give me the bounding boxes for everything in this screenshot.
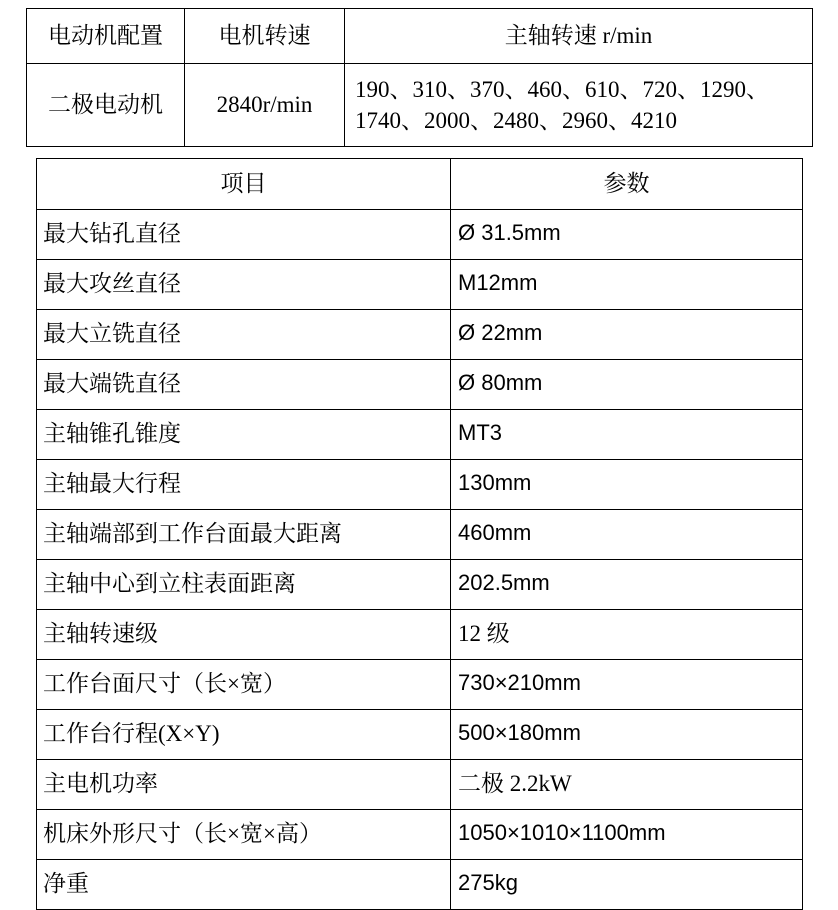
spec-item: 主轴最大行程 — [37, 460, 451, 510]
spec-value: M12mm — [451, 260, 803, 310]
table-row — [37, 610, 803, 660]
spec-item: 净重 — [37, 860, 451, 910]
spec-item: 工作台行程(X×Y) — [37, 710, 451, 760]
spec-value: Ø 31.5mm — [451, 210, 803, 260]
spec-value: 500×180mm — [451, 710, 803, 760]
spec-value: 12 级 — [451, 610, 803, 660]
spec-item: 最大立铣直径 — [37, 310, 451, 360]
spec-item: 最大钻孔直径 — [37, 210, 451, 260]
spec-item: 主轴中心到立柱表面距离 — [37, 560, 451, 610]
table-row — [37, 710, 803, 760]
table-row — [37, 460, 803, 510]
spec-value: Ø 80mm — [451, 360, 803, 410]
spec-value: 1050×1010×1100mm — [451, 810, 803, 860]
spec-item: 主轴端部到工作台面最大距离 — [37, 510, 451, 560]
table-row — [37, 810, 803, 860]
motor-speed-header: 电机转速 — [185, 9, 345, 64]
spindle-speed-line-1: 190、310、370、460、610、720、1290、 — [355, 76, 769, 102]
spec-item-header: 项目 — [37, 159, 451, 210]
table-row — [37, 860, 803, 910]
spindle-speed-values — [345, 64, 813, 147]
spec-value: 730×210mm — [451, 660, 803, 710]
spec-value: 275kg — [451, 860, 803, 910]
motor-speed-value: 2840r/min — [185, 64, 345, 147]
table-row — [37, 310, 803, 360]
motor-configuration-table — [26, 8, 813, 147]
spindle-speed-header: 主轴转速 r/min — [345, 9, 813, 64]
table-row — [37, 210, 803, 260]
table-row — [37, 660, 803, 710]
specification-table-body — [37, 210, 803, 910]
spec-item: 主轴转速级 — [37, 610, 451, 660]
table-row — [37, 360, 803, 410]
spec-item: 最大端铣直径 — [37, 360, 451, 410]
table-row — [37, 410, 803, 460]
spec-value-header: 参数 — [451, 159, 803, 210]
spec-item: 主轴锥孔锥度 — [37, 410, 451, 460]
spec-value: MT3 — [451, 410, 803, 460]
spec-value: Ø 22mm — [451, 310, 803, 360]
spec-item: 机床外形尺寸（长×宽×高） — [37, 810, 451, 860]
spec-value: 二极 2.2kW — [451, 760, 803, 810]
table-row — [37, 260, 803, 310]
table-header-row — [37, 159, 803, 210]
spec-item: 主电机功率 — [37, 760, 451, 810]
spec-item: 工作台面尺寸（长×宽） — [37, 660, 451, 710]
table-row — [27, 64, 813, 147]
spindle-speed-line-2: 1740、2000、2480、2960、4210 — [355, 108, 677, 133]
table-row — [37, 560, 803, 610]
motor-config-header: 电动机配置 — [27, 9, 185, 64]
table-row — [27, 9, 813, 64]
spec-value: 460mm — [451, 510, 803, 560]
table-row — [37, 760, 803, 810]
specification-table — [36, 158, 803, 910]
spec-item: 最大攻丝直径 — [37, 260, 451, 310]
table-row — [37, 510, 803, 560]
motor-config-value: 二极电动机 — [27, 64, 185, 147]
spec-value: 130mm — [451, 460, 803, 510]
spec-value: 202.5mm — [451, 560, 803, 610]
